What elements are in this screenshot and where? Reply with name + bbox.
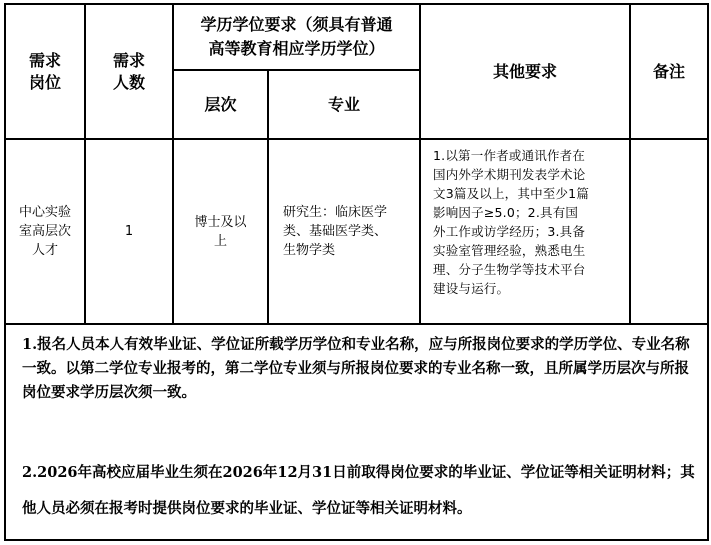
- cell-education-level: 博士及以 上: [173, 139, 268, 324]
- cell-major: 研究生：临床医学 类、基础医学类、 生物学类: [268, 139, 420, 324]
- recruitment-table-sheet: [4, 3, 707, 541]
- header-major: 专业: [268, 70, 420, 139]
- header-count: 需求 人数: [85, 4, 173, 139]
- notes-cell: [5, 324, 708, 540]
- cell-remark: [630, 139, 708, 324]
- header-education-requirements: 学历学位要求（须具有普通 高等教育相应学历学位）: [173, 4, 420, 70]
- cell-other-requirements: 1.以第一作者或通讯作者在 国内外学术期刊发表学术论 文3篇及以上，其中至少1篇 影响因子≥5.0；2.具有国 外工作或访学经历；3.具备 实验室管理经验，熟悉电生 理、分子生物学等技术平台 建设与运行。: [420, 139, 630, 324]
- header-other-requirements: 其他要求: [420, 4, 630, 139]
- cell-count: 1: [85, 139, 173, 324]
- header-education-level: 层次: [173, 70, 268, 139]
- cell-position: 中心实验 室高层次 人才: [5, 139, 85, 324]
- note-1: 1.报名人员本人有效毕业证、学位证所载学历学位和专业名称，应与所报岗位要求的学历学位、专业名称一致。以第二学位专业报考的，第二学位专业须与所报岗位要求的专业名称一致，且所属学历层次与所报岗位要求学历层次须一致。: [22, 336, 690, 401]
- note-2: 2.2026年高校应届毕业生须在2026年12月31日前取得岗位要求的毕业证、学位证等相关证明材料；其他人员必须在报考时提供岗位要求的毕业证、学位证等相关证明材料。: [22, 464, 695, 517]
- header-position: 需求 岗位: [5, 4, 85, 139]
- recruitment-requirements-table: [4, 3, 709, 541]
- header-remark: 备注: [630, 4, 708, 139]
